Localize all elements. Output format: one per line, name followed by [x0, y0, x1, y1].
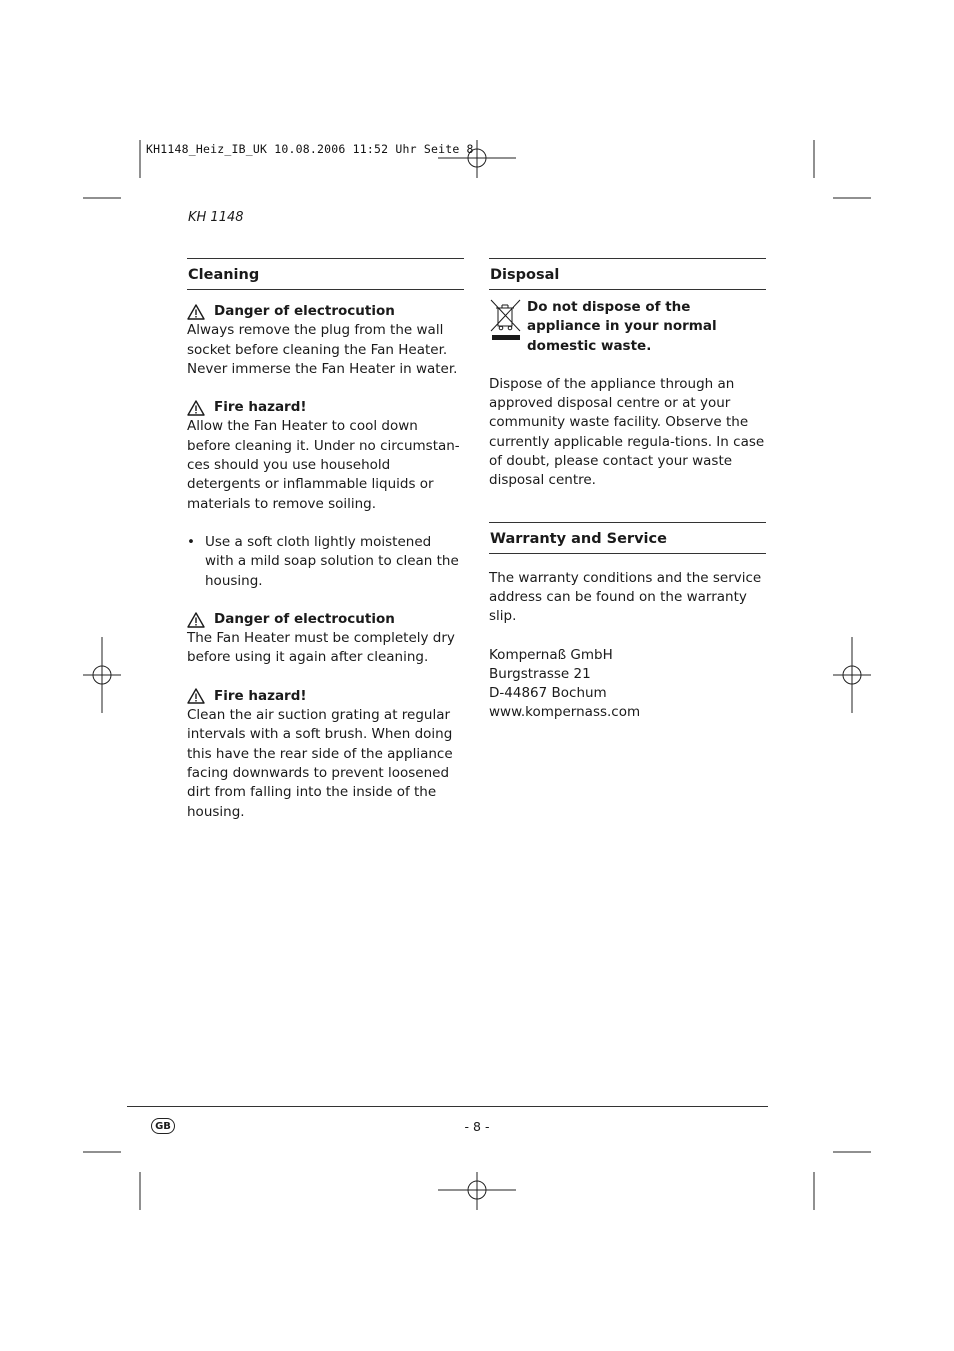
address-city: D-44867 Bochum [489, 685, 607, 702]
footer-divider [127, 1106, 768, 1107]
warning-title: Fire hazard! [187, 398, 464, 417]
print-slug: KH1148_Heiz_IB_UK 10.08.2006 11:52 Uhr Seite 8 [146, 142, 474, 156]
address-company: Kompernaß GmbH [489, 646, 613, 663]
warning-text: Allow the Fan Heater to cool down before cleaning it. Under no circumstan-ces should you use household detergents or inflammable liquids or materials to remove soiling. [187, 418, 460, 512]
address-website: www.kompernass.com [489, 704, 641, 721]
disposal-warning [489, 298, 766, 356]
warning-block [187, 687, 464, 822]
warning-triangle-icon [187, 612, 205, 628]
country-badge: GB [151, 1118, 175, 1134]
disposal-warning-text: Do not dispose of the appliance in your normal domestic waste. [527, 299, 717, 354]
disposal-text: Dispose of the appliance through an approved disposal centre or at your community waste facility. Observe the currently applicable regula-tions. In case of doubt, please contact your waste disposal centre. [489, 375, 765, 489]
warning-text: Always remove the plug from the wall socket before cleaning the Fan Heater. Never immerse the Fan Heater in water. [187, 322, 458, 377]
list-item: • Use a soft cloth lightly moistened with a mild soap solution to clean the housing. [187, 533, 464, 591]
warranty-text: The warranty conditions and the service address can be found on the warranty slip. [489, 569, 762, 625]
warning-text: The Fan Heater must be completely dry before using it again after cleaning. [187, 630, 455, 666]
address-block [489, 646, 766, 723]
warning-title: Danger of electrocution [187, 302, 464, 321]
warning-block [187, 610, 464, 668]
warning-title: Danger of electrocution [187, 610, 464, 629]
warning-text: Clean the air suction grating at regular intervals with a soft brush. When doing this have the rear side of the appliance facing downwards to prevent loosened dirt from falling into the inside of the housing. [187, 707, 453, 820]
warning-title: Fire hazard! [187, 687, 464, 706]
warning-triangle-icon [187, 304, 205, 320]
warning-block [187, 302, 464, 379]
page-number: - 8 - [464, 1119, 490, 1134]
warranty-heading: Warranty and Service [489, 522, 766, 554]
crossed-bin-icon [489, 298, 527, 356]
warning-triangle-icon [187, 400, 205, 416]
cleaning-section [187, 258, 464, 822]
disposal-heading: Disposal [489, 258, 766, 290]
warning-triangle-icon [187, 688, 205, 704]
cleaning-heading: Cleaning [187, 258, 464, 290]
model-label: KH 1148 [188, 210, 244, 225]
bullet-icon: • [187, 533, 195, 550]
warning-block [187, 398, 464, 514]
disposal-section [489, 258, 766, 723]
address-street: Burgstrasse 21 [489, 665, 591, 682]
